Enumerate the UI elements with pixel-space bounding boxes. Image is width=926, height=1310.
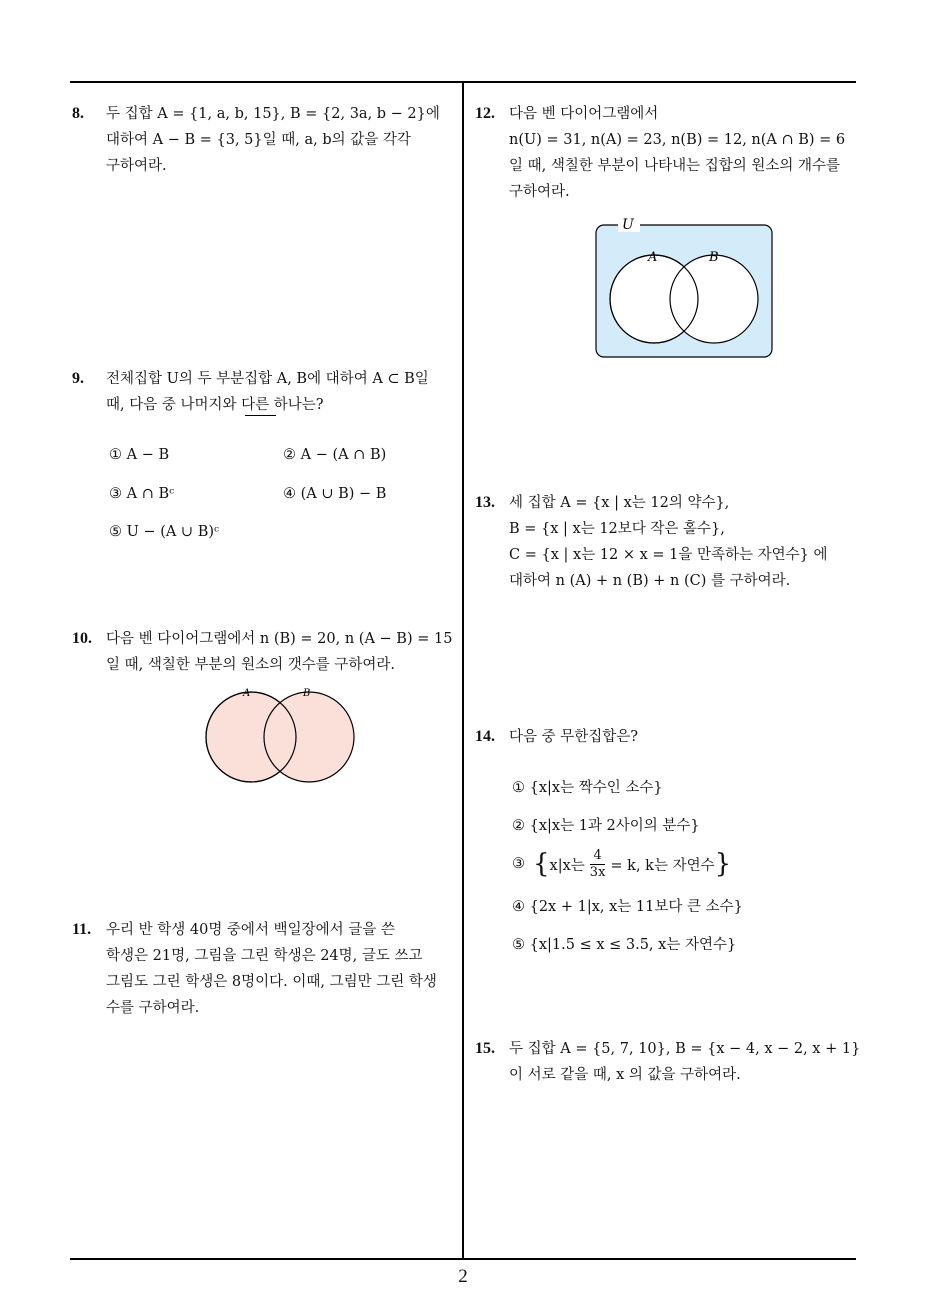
question-text-line: 일 때, 색칠한 부분의 원소의 갯수를 구하여라. [106,657,395,673]
question-text-line: 두 집합 A = {1, a, b, 15}, B = {2, 3a, b − 2}에 [106,106,440,122]
option-text-after: = k, k는 자연수 [610,857,715,874]
question-number: 12. [475,105,495,122]
option-text-before: x|x는 [549,857,585,874]
question-9 [72,366,456,418]
question-text-line: 일 때, 색칠한 부분이 나타내는 집합의 원소의 개수를 [509,158,841,174]
answer-option: ④ (A ∪ B) − B [283,486,387,502]
question-text-line: n(U) = 31, n(A) = 23, n(B) = 12, n(A ∩ B) = 6 [509,132,846,148]
question-text-line: 다음 중 무한집합은? [509,729,639,745]
answer-option: ③ A ∩ Bᶜ [109,486,175,502]
answer-option: ⑤ U − (A ∪ B)ᶜ [109,524,220,540]
question-number: 14. [475,728,495,745]
venn-label-b: B [709,250,719,265]
question-text-line: 전체집합 U의 두 부분집합 A, B에 대하여 A ⊂ B일 [106,371,429,387]
question-10 [72,626,456,678]
question-8 [72,101,456,179]
answer-option: ④ {2x + 1|x, x는 11보다 큰 소수} [512,899,743,915]
question-text-line: 다음 벤 다이어그램에서 [509,106,659,122]
question-number: 8. [72,105,84,122]
venn-label-a: A [243,688,251,699]
column-divider [462,82,464,1259]
question-number: 15. [475,1040,495,1057]
question-text-line: 대하여 A − B = {3, 5}일 때, a, b의 값을 각각 [106,132,411,148]
venn-circle-b [264,692,354,782]
question-text-line: 이 서로 같을 때, x 의 값을 구하여라. [509,1067,741,1083]
bottom-rule [70,1258,856,1260]
answer-option: ⑤ {x|1.5 ≤ x ≤ 3.5, x는 자연수} [512,937,737,953]
question-number: 9. [72,370,84,387]
answer-option: ② A − (A ∩ B) [283,447,387,463]
question-text-line: 수를 구하여라. [106,1000,200,1016]
question-text-line: 때, 다음 중 나머지와 다른 하나는? [106,397,324,413]
right-brace: } [714,849,732,879]
page-number: 2 [458,1266,468,1287]
question-text-line: 다음 벤 다이어그램에서 n (B) = 20, n (A − B) = 15 [106,631,453,647]
question-11 [72,917,456,1021]
question-number: 13. [475,494,495,511]
question-number: 10. [72,630,92,647]
question-text-line: 구하여라. [106,158,167,174]
question-text-line: 그림도 그린 학생은 8명이다. 이때, 그림만 그린 학생 [106,974,437,990]
question-13 [475,490,865,594]
option-marker: ③ [512,856,525,872]
question-text-line: 구하여라. [509,184,570,200]
question-text-line: 우리 반 학생 40명 중에서 백일장에서 글을 쓴 [106,922,395,938]
emphasis-underline [245,415,276,416]
venn-diagram-q12 [590,214,780,362]
answer-option: ② {x|x는 1과 2사이의 분수} [512,818,700,834]
answer-option: ① A − B [109,447,170,463]
left-brace: { [533,849,550,879]
question-12 [475,101,865,205]
question-text-line: C = {x | x는 12 × x = 1을 만족하는 자연수} 에 [509,547,828,563]
fraction [590,848,606,881]
question-text-line: 세 집합 A = {x | x는 12의 약수}, [509,495,730,511]
question-text-line: 두 집합 A = {5, 7, 10}, B = {x − 4, x − 2, x + 1} [509,1041,861,1057]
question-number: 11. [72,921,92,938]
venn-diagram-q10 [195,685,365,790]
venn-label-a: A [648,250,658,265]
venn-label-u: U [622,217,634,233]
answer-option-fraction [512,844,731,884]
question-text-line: 대하여 n (A) + n (B) + n (C) 를 구하여라. [509,573,791,589]
answer-option: ① {x|x는 짝수인 소수} [512,780,663,796]
venn-circle-b [670,255,758,343]
fraction-numerator: 4 [590,848,604,865]
fraction-denominator: 3x [589,864,606,880]
question-15 [475,1036,865,1088]
question-text-line: 학생은 21명, 그림을 그린 학생은 24명, 글도 쓰고 [106,948,423,964]
venn-label-b: B [303,688,311,699]
question-14 [475,724,865,750]
question-text-line: B = {x | x는 12보다 작은 홀수}, [509,521,725,537]
